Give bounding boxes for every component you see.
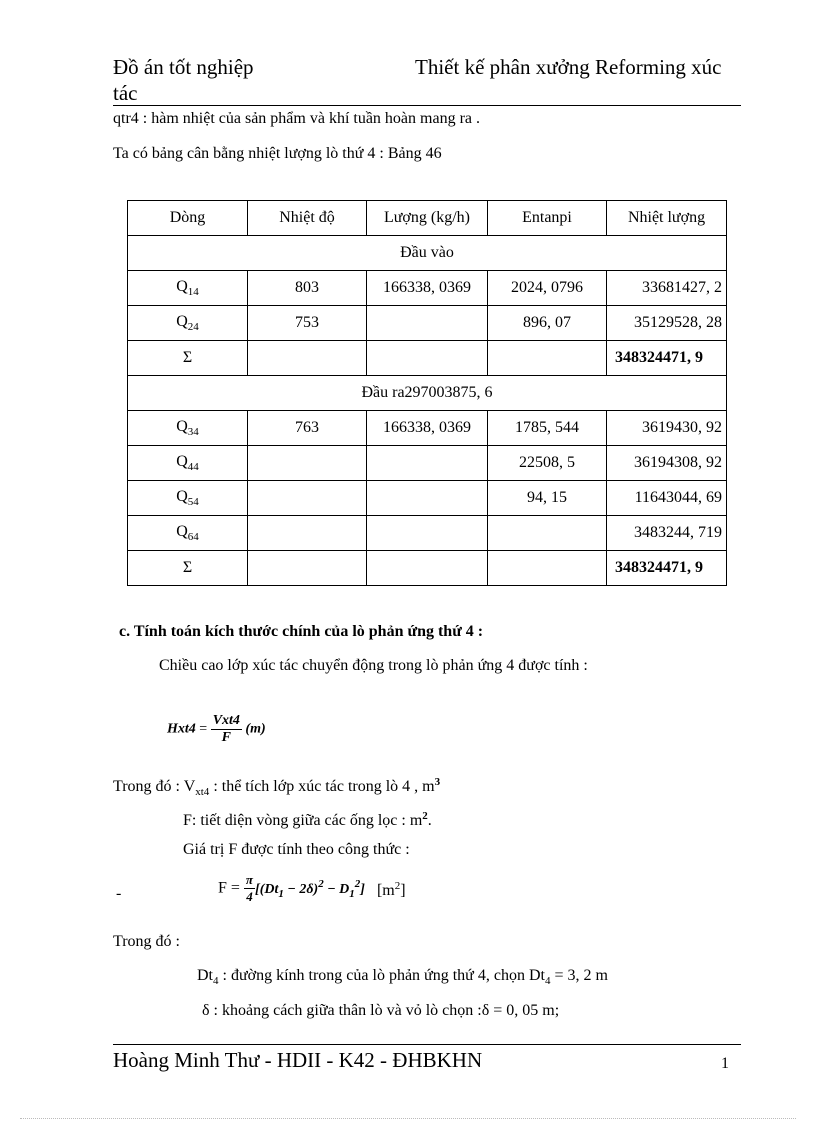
row-enthalpy xyxy=(488,516,607,551)
row-temp: 763 xyxy=(248,411,367,446)
area-formula: F = $\frac{\pi}{4}$ $[(Dt_1 - 2\delta)^2 - D_1^2]$ $[m^2]$ xyxy=(218,872,406,904)
table-header-row xyxy=(128,201,727,236)
row-label: $Q_{44}$ xyxy=(128,446,248,481)
row-temp xyxy=(248,516,367,551)
row-enthalpy: 896, 07 xyxy=(488,306,607,341)
row-temp xyxy=(248,446,367,481)
table-row xyxy=(128,516,727,551)
row-flow: 166338, 0369 xyxy=(367,411,488,446)
row-flow: 166338, 0369 xyxy=(367,271,488,306)
row-flow xyxy=(367,481,488,516)
row-flow xyxy=(367,446,488,481)
row-enthalpy: 22508, 5 xyxy=(488,446,607,481)
row-enthalpy: 2024, 0796 xyxy=(488,271,607,306)
sigma-label: Σ xyxy=(128,551,248,586)
row-flow xyxy=(367,516,488,551)
row-label: $Q_{54}$ xyxy=(128,481,248,516)
header-right: Thiết kế phân xưởng Reforming xúc xyxy=(415,55,722,79)
header-left: Đồ án tốt nghiệp xyxy=(113,55,254,79)
row-heat: 11643044, 69 xyxy=(607,481,727,516)
section-c-paragraph: Chiều cao lớp xúc tác chuyển động trong lò phản ứng 4 được tính : xyxy=(159,657,588,674)
header-rule xyxy=(113,105,741,106)
row-temp: 803 xyxy=(248,271,367,306)
intro-line-2: Ta có bảng cân bằng nhiệt lượng lò thứ 4 : Bảng 46 xyxy=(113,145,442,162)
row-temp xyxy=(248,481,367,516)
table-row xyxy=(128,481,727,516)
header-cell: Entanpi xyxy=(488,201,607,236)
header-cell: Dòng xyxy=(128,201,248,236)
row-heat: 36194308, 92 xyxy=(607,446,727,481)
header-cell: Nhiệt lượng xyxy=(607,201,727,236)
sum-row-out xyxy=(128,551,727,586)
page-edge-divider xyxy=(20,1118,796,1119)
row-heat: 3619430, 92 xyxy=(607,411,727,446)
row-label: $Q_{24}$ xyxy=(128,306,248,341)
intro-line-1: qtr4 : hàm nhiệt của sản phẩm và khí tuần hoàn mang ra . xyxy=(113,110,481,127)
trong-do-label: Trong đó : xyxy=(113,933,180,950)
footer-rule xyxy=(113,1044,741,1045)
table-row xyxy=(128,306,727,341)
list-dash: - xyxy=(116,885,122,902)
header-cell: Nhiệt độ xyxy=(248,201,367,236)
row-label: $Q_{64}$ xyxy=(128,516,248,551)
header-cell: Lượng (kg/h) xyxy=(367,201,488,236)
footer-author: Hoàng Minh Thư - HDII - K42 - ĐHBKHN xyxy=(113,1048,483,1072)
definition-f: F: tiết diện vòng giữa các ống lọc : $m^2$. xyxy=(183,810,432,829)
table-row xyxy=(128,411,727,446)
sum-row-in xyxy=(128,341,727,376)
sum-value: 348324471, 9 xyxy=(607,341,727,376)
height-formula: Hxt4 = $\frac{\text{Vxt4}}{F}$ (m) xyxy=(167,713,266,745)
definition-dt4: $Dt_4$ : đường kính trong của lò phản ứng thứ 4, chọn $Dt_4 = 3$, 2 m xyxy=(197,967,608,987)
table-row xyxy=(128,446,727,481)
row-label: $Q_{34}$ xyxy=(128,411,248,446)
row-enthalpy: 94, 15 xyxy=(488,481,607,516)
f-value-intro: Giá trị F được tính theo công thức : xyxy=(183,841,410,858)
definition-vxt4: Trong đó : $V_{xt4}$ : thể tích lớp xúc tác trong lò 4 , $m^3$ xyxy=(113,776,441,798)
row-heat: 35129528, 28 xyxy=(607,306,727,341)
table-row xyxy=(128,271,727,306)
section-row-in xyxy=(128,236,727,271)
section-label: Đầu ra297003875, 6 xyxy=(128,376,727,411)
sum-value: 348324471, 9 xyxy=(607,551,727,586)
section-c-title: c. Tính toán kích thước chính của lò phản ứng thứ 4 : xyxy=(119,623,484,640)
row-heat: 33681427, 2 xyxy=(607,271,727,306)
section-row-out xyxy=(128,376,727,411)
page-number: 1 xyxy=(721,1055,729,1072)
definition-delta: δ : khoảng cách giữa thân lò và vỏ lò chọn :δ = 0, 05 m; xyxy=(202,1002,560,1019)
sigma-label: Σ xyxy=(128,341,248,376)
row-label: $Q_{14}$ xyxy=(128,271,248,306)
row-heat: 3483244, 719 xyxy=(607,516,727,551)
header-left-continued: tác xyxy=(113,81,138,105)
row-enthalpy: 1785, 544 xyxy=(488,411,607,446)
row-temp: 753 xyxy=(248,306,367,341)
row-flow xyxy=(367,306,488,341)
section-label: Đầu vào xyxy=(128,236,727,271)
heat-balance-table xyxy=(127,200,727,586)
